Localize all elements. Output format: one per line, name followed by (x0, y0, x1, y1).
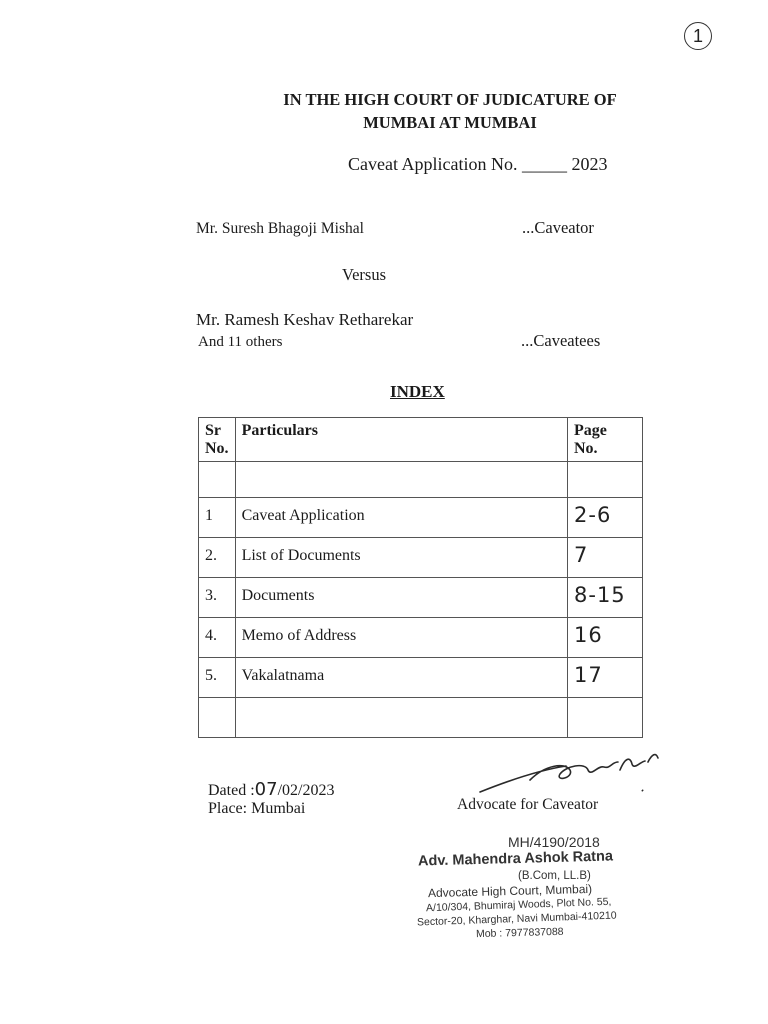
dated-rest: /02/2023 (277, 782, 335, 799)
stamp-degree: (B.Com, LL.B) (518, 870, 591, 882)
caveator-name: Mr. Suresh Bhagoji Mishal (196, 220, 364, 237)
row-particulars: List of Documents (235, 538, 567, 578)
row-particulars: Memo of Address (235, 618, 567, 658)
table-row (199, 618, 643, 658)
caveatee-role: ...Caveatees (521, 331, 601, 350)
stamp-mobile: Mob : 7977837088 (475, 925, 564, 941)
stamp-title: Advocate High Court, Mumbai) (427, 881, 593, 901)
header-page: Page No. (568, 418, 643, 462)
header-particulars: Particulars (235, 418, 567, 462)
page-number: 1 (684, 22, 712, 50)
index-blank-row (199, 698, 643, 738)
row-sr: 1 (199, 498, 236, 538)
row-page: 16 (568, 618, 643, 658)
row-sr: 5. (199, 658, 236, 698)
index-header-row (199, 418, 643, 462)
index-blank-row (199, 462, 643, 498)
row-particulars: Documents (235, 578, 567, 618)
stamp-reg-no: MH/4190/2018 (508, 834, 600, 850)
dated-line (208, 779, 334, 800)
row-page: 2-6 (568, 498, 643, 538)
row-page: 17 (568, 658, 643, 698)
row-sr: 3. (199, 578, 236, 618)
table-row (199, 578, 643, 618)
row-particulars: Caveat Application (235, 498, 567, 538)
place-line: Place: Mumbai (208, 800, 306, 817)
index-title: INDEX (390, 382, 445, 401)
dated-label: Dated : (208, 782, 255, 799)
row-page: 7 (568, 538, 643, 578)
versus-label: Versus (342, 265, 386, 284)
stamp-address-line2: Sector-20, Kharghar, Navi Mumbai-410210 (416, 909, 617, 929)
stamp-address-line1: A/10/304, Bhumiraj Woods, Plot No. 55, (425, 895, 612, 915)
stamp-advocate-name: Adv. Mahendra Ashok Ratna (417, 848, 614, 870)
caveatee-name: Mr. Ramesh Keshav Retharekar (196, 310, 414, 329)
table-row (199, 658, 643, 698)
header-sr: Sr No. (199, 418, 236, 462)
advocate-for-caveator: Advocate for Caveator (457, 796, 599, 813)
court-title-line1: IN THE HIGH COURT OF JUDICATURE OF (283, 90, 617, 109)
index-table (198, 417, 643, 738)
row-particulars: Vakalatnama (235, 658, 567, 698)
court-title-line2: MUMBAI AT MUMBAI (363, 113, 537, 132)
dated-day: 07 (254, 779, 278, 800)
table-row (199, 498, 643, 538)
row-sr: 4. (199, 618, 236, 658)
signature-icon (470, 740, 670, 800)
row-page: 8-15 (568, 578, 643, 618)
caveator-role: ...Caveator (522, 218, 594, 237)
table-row (199, 538, 643, 578)
caveatee-others: And 11 others (198, 334, 283, 350)
caveat-application-number: Caveat Application No. _____ 2023 (348, 154, 608, 174)
row-sr: 2. (199, 538, 236, 578)
